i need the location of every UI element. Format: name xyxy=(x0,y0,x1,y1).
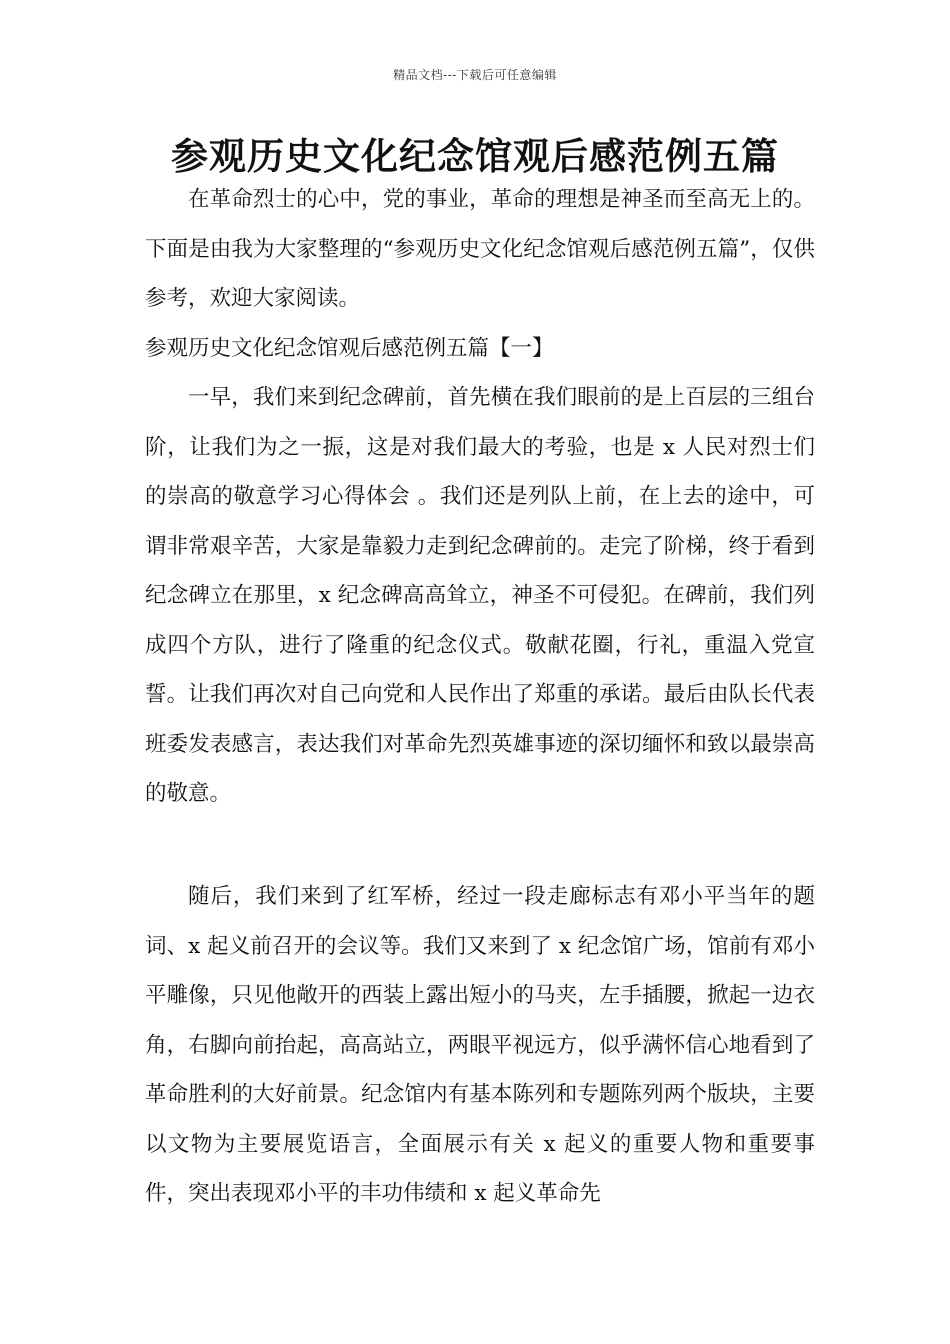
section-heading: 参观历史文化纪念馆观后感范例五篇【一】 xyxy=(145,336,554,361)
intro-paragraph: 在革命烈士的心中，党的事业，革命的理想是神圣而至高无上的。下面是由我为大家整理的“参观历史文化纪念馆观后感范例五篇”，仅供参考，欢迎大家阅读。 xyxy=(145,187,815,311)
body-paragraph-1: 一早，我们来到纪念碑前，首先横在我们眼前的是上百层的三组台阶，让我们为之一振，这是对我们最大的考验，也是 x 人民对烈士们的崇高的敬意学习心得体会 。我们还是列队上前，在上去的途中，可谓非常艰辛苦，大家是靠毅力走到纪念碑前的。走完了阶梯，终于看到纪念碑立在那里，x 纪念碑高高耸立，神圣不可侵犯。在碑前，我们列成四个方队，进行了隆重的纪念仪式。敬献花圈，行礼，重温入党宣誓。让我们再次对自己向党和人民作出了郑重的承诺。最后由队长代表班委发表感言，表达我们对革命先烈英雄事迹的深切缅怀和致以最崇高的敬意。 xyxy=(145,385,815,806)
body-paragraph-2: 随后，我们来到了红军桥，经过一段走廊标志有邓小平当年的题词、x 起义前召开的会议等。我们又来到了 x 纪念馆广场，馆前有邓小平雕像，只见他敞开的西装上露出短小的马夹，左手插腰，掀起一边衣角，右脚向前抬起，高高站立，两眼平视远方，似乎满怀信心地看到了革命胜利的大好前景。纪念馆内有基本陈列和专题陈列两个版块，主要以文物为主要展览语言，全面展示有关 x 起义的重要人物和重要事件，突出表现邓小平的丰功伟绩和 x 起义革命先 xyxy=(145,884,815,1206)
header-note: 精品文档---下载后可任意编辑 xyxy=(393,68,557,82)
document-title: 参观历史文化纪念馆观后感范例五篇 xyxy=(171,135,779,178)
